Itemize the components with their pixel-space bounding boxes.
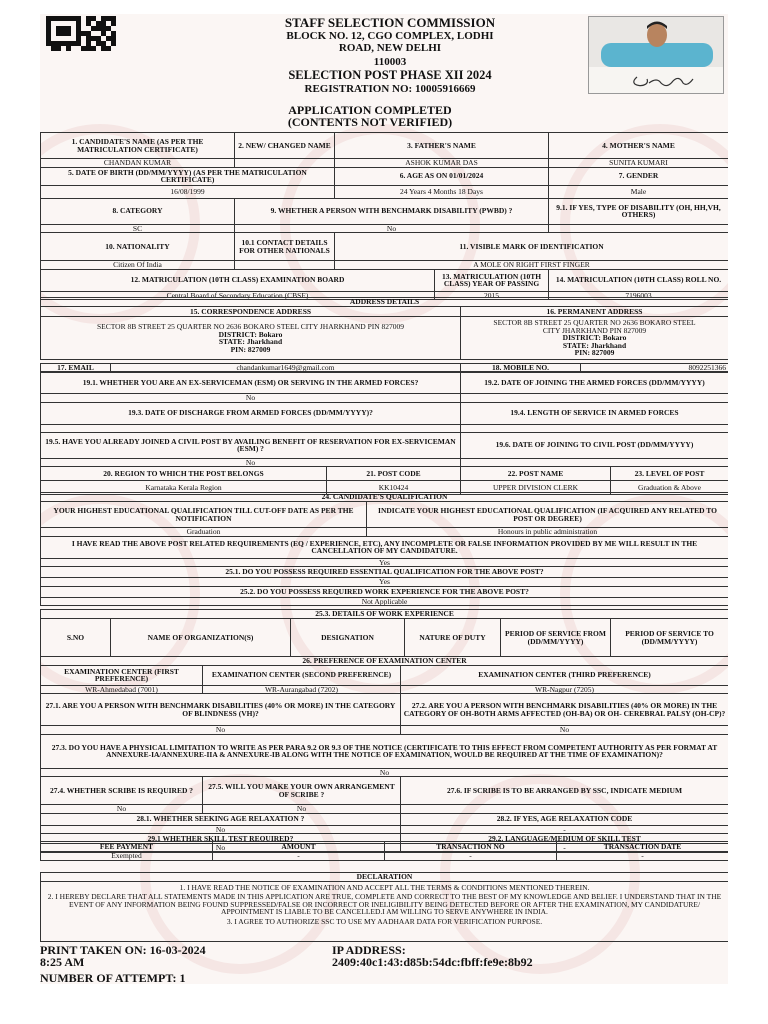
label-identification-mark: 11. VISIBLE MARK OF IDENTIFICATION xyxy=(335,233,729,261)
print-footer xyxy=(40,944,728,984)
declaration-point-1: 1. I HAVE READ THE NOTICE OF EXAMINATION AND ACCEPT ALL THE TERMS & CONDITIONS MENTIONED THEREIN. xyxy=(179,882,590,892)
value-essential-qualification: Yes xyxy=(41,578,729,587)
value-nationality: Citizen Of India xyxy=(41,261,235,270)
label-other-national-contact: 10.1 CONTACT DETAILS FOR OTHER NATIONALS xyxy=(235,233,335,261)
org-name: STAFF SELECTION COMMISSION xyxy=(284,15,496,30)
value-other-national-contact xyxy=(235,261,335,270)
work-col-nature: NATURE OF DUTY xyxy=(405,619,501,657)
value-scribe-required: No xyxy=(41,805,203,814)
corr-pin: PIN: 827009 xyxy=(230,344,271,354)
personal-details-table xyxy=(40,132,728,300)
work-section-title: 25.3. DETAILS OF WORK EXPERIENCE xyxy=(41,610,729,619)
label-centre-third: EXAMINATION CENTER (THIRD PREFERENCE) xyxy=(401,665,729,685)
label-father-name: 3. FATHER'S NAME xyxy=(335,133,549,159)
label-amount: AMOUNT xyxy=(213,842,385,852)
label-correspondence-address: 15. CORRESPONDENCE ADDRESS xyxy=(41,307,461,317)
label-age-relaxation-code: 28.2. IF YES, AGE RELAXATION CODE xyxy=(401,813,729,825)
value-gender: Male xyxy=(549,185,729,198)
label-permanent-address: 16. PERMANENT ADDRESS xyxy=(461,307,729,317)
value-requirements-declaration: Yes xyxy=(41,558,729,567)
value-centre-third: WR-Nagpur (7205) xyxy=(401,685,729,694)
perm-address-line: SECTOR 8B STREET 25 QUARTER NO 2636 BOKARO STEEL CITY JHARKHAND PIN 827009 xyxy=(493,318,696,335)
corr-state: STATE: Jharkhand xyxy=(218,337,283,346)
value-age-relaxation-code: - xyxy=(401,825,729,834)
label-pwbd-oh: 27.2. ARE YOU A PERSON WITH BENCHMARK DISABILITIES (40% OR MORE) IN THE CATEGORY OF OH-BOTH ARMS AFFECTED (OH-BA) OR OH- CEREBRAL PALSY (OH-CP)? xyxy=(401,694,729,726)
value-age-relaxation: No xyxy=(41,825,401,834)
work-experience-table xyxy=(40,609,728,657)
value-email: chandankumar1649@gmail.com xyxy=(111,364,461,373)
label-fee-payment: FEE PAYMENT xyxy=(41,842,213,852)
qr-code-icon xyxy=(46,16,116,54)
label-mother-name: 4. MOTHER'S NAME xyxy=(549,133,729,159)
value-region: Karnataka Kerala Region xyxy=(41,481,327,495)
value-own-scribe: No xyxy=(203,805,401,814)
value-transaction-date: - xyxy=(557,852,729,861)
value-civil-post-joining xyxy=(461,458,729,467)
value-physical-limitation: No xyxy=(41,768,729,777)
label-region: 20. REGION TO WHICH THE POST BELONGS xyxy=(41,467,327,481)
value-identification-mark: A MOLE ON RIGHT FIRST FINGER xyxy=(335,261,729,270)
value-post-level: Graduation & Above xyxy=(611,481,729,495)
value-fee-payment: Exempted xyxy=(41,852,213,861)
label-transaction-no: TRANSACTION NO xyxy=(385,842,557,852)
value-armed-forces-joining xyxy=(461,394,729,403)
corr-address-line: SECTOR 8B STREET 25 QUARTER NO 2636 BOKARO STEEL CITY JHARKHAND PIN 827009 xyxy=(96,322,405,331)
value-pwbd-blindness: No xyxy=(41,726,401,735)
value-work-experience: Not Applicable xyxy=(41,597,729,606)
print-time: 8:25 AM xyxy=(40,955,85,969)
declaration-table xyxy=(40,872,728,942)
value-dob: 16/08/1999 xyxy=(41,185,335,198)
perm-pin: PIN: 827009 xyxy=(574,348,615,358)
label-armed-forces-joining: 19.2. DATE OF JOINING THE ARMED FORCES (DD/MM/YYYY) xyxy=(461,372,729,394)
label-own-scribe: 27.5. WILL YOU MAKE YOUR OWN ARRANGEMENT OF SCRIBE ? xyxy=(203,777,401,805)
label-civil-post-esm: 19.5. HAVE YOU ALREADY JOINED A CIVIL POST BY AVAILING BENEFIT OF RESERVATION FOR EX-SERVICEMAN (ESM) ? xyxy=(41,432,461,458)
address-table xyxy=(40,297,728,360)
value-mobile: 8092251366 xyxy=(581,364,729,373)
label-related-qualification: INDICATE YOUR HIGHEST EDUCATIONAL QUALIFICATION (IF ACQUIRED ANY RELATED TO POST OR DEGREE) xyxy=(367,502,729,528)
application-status xyxy=(190,104,550,128)
declaration-title: DECLARATION xyxy=(41,873,729,882)
work-col-designation: DESIGNATION xyxy=(291,619,405,657)
exam-centre-table xyxy=(40,656,728,853)
value-matric-board: Central Board of Secondary Education (CBSE) xyxy=(41,291,435,300)
label-work-experience: 25.2. DO YOU POSSESS REQUIRED WORK EXPERIENCE FOR THE ABOVE POST? xyxy=(41,586,729,597)
value-disability-type xyxy=(549,224,729,233)
label-civil-post-joining: 19.6. DATE OF JOINING TO CIVIL POST (DD/MM/YYYY) xyxy=(461,432,729,458)
qr-module xyxy=(111,46,116,51)
label-physical-limitation: 27.3. DO YOU HAVE A PHYSICAL LIMITATION TO WRITE AS PER PARA 9.2 OR 9.3 OF THE NOTICE (CERTIFICATE TO THIS EFFECT FROM COMPETENT AUTHORITY AS PER FORMAT AT ANNEXURE-IA/ANNEXURE-IIA & ANNEXURE-IB ALONG WITH THE NOTICE OF EXAMINATION, WOULD BE REQUIRED AT THE TIME OF EXAMINATION)? xyxy=(41,734,729,768)
value-post-name: UPPER DIVISION CLERK xyxy=(461,481,611,495)
label-esm: 19.1. WHETHER YOU ARE AN EX-SERVICEMAN (ESM) OR SERVING IN THE ARMED FORCES? xyxy=(41,372,461,394)
label-skill-test-medium: 29.2. LANGUAGE/MEDIUM OF SKILL TEST xyxy=(401,834,729,844)
label-scribe-medium: 27.6. IF SCRIBE IS TO BE ARRANGED BY SSC, INDICATE MEDIUM xyxy=(401,777,729,805)
value-service-length xyxy=(461,424,729,432)
value-transaction-no: - xyxy=(385,852,557,861)
label-candidate-name: 1. CANDIDATE'S NAME (AS PER THE MATRICULATION CERTIFICATE) xyxy=(41,133,235,159)
attempt-count: NUMBER OF ATTEMPT: 1 xyxy=(40,971,186,984)
label-skill-test: 29.1 WHETHER SKILL TEST REQUIRED? xyxy=(41,834,401,844)
label-gender: 7. GENDER xyxy=(549,167,729,185)
form-header xyxy=(40,14,728,98)
work-col-from: PERIOD OF SERVICE FROM (DD/MM/YYYY) xyxy=(501,619,611,657)
work-col-sno: S.NO xyxy=(41,619,111,657)
label-mobile: 18. MOBILE NO. xyxy=(461,364,581,373)
label-pwbd: 9. WHETHER A PERSON WITH BENCHMARK DISABILITY (PWBD) ? xyxy=(235,198,549,224)
label-new-name: 2. NEW/ CHANGED NAME xyxy=(235,133,335,159)
registration-number: REGISTRATION NO: 10005916669 xyxy=(304,83,476,95)
label-centre-second: EXAMINATION CENTER (SECOND PREFERENCE) xyxy=(203,665,401,685)
label-nationality: 10. NATIONALITY xyxy=(41,233,235,261)
exam-title: SELECTION POST PHASE XII 2024 xyxy=(288,68,492,82)
address-section-title: ADDRESS DETAILS xyxy=(41,298,729,307)
label-transaction-date: TRANSACTION DATE xyxy=(557,842,729,852)
label-email: 17. EMAIL xyxy=(41,364,111,373)
label-service-length: 19.4. LENGTH OF SERVICE IN ARMED FORCES xyxy=(461,402,729,424)
value-centre-first: WR-Ahmedabad (7001) xyxy=(41,685,203,694)
label-scribe-required: 27.4. WHETHER SCRIBE IS REQUIRED ? xyxy=(41,777,203,805)
value-centre-second: WR-Aurangabad (7202) xyxy=(203,685,401,694)
declaration-point-2: 2. I HEREBY DECLARE THAT ALL STATEMENTS MADE IN THIS APPLICATION ARE TRUE, COMPLETE AND CORRECT TO THE BEST OF MY KNOWLEDGE AND BELIEF. I UNDERSTAND THAT IN THE EVENT OF ANY INFORMATION BEING FOUND SUPPRESSED/FALSE OR INCORRECT OR INELIGIBILITY BEING DETECTED BEFORE OR AFTER THE EXAMINATION, MY CANDIDATURE/ APPOINTMENT IS LIABLE TO BE CANCELLED.I AM WILLING TO SERVE ANYWHERE IN INDIA. xyxy=(47,892,722,916)
value-post-code: KK10424 xyxy=(327,481,461,495)
label-essential-qualification: 25.1. DO YOU POSSESS REQUIRED ESSENTIAL QUALIFICATION FOR THE ABOVE POST? xyxy=(41,567,729,578)
qualification-table xyxy=(40,492,728,606)
org-address-line-2: ROAD, NEW DELHI xyxy=(338,42,442,54)
label-age: 6. AGE AS ON 01/01/2024 xyxy=(335,167,549,185)
label-post-level: 23. LEVEL OF POST xyxy=(611,467,729,481)
candidate-photo xyxy=(588,16,724,94)
qualification-section-title: 24. CANDIDATE'S QUALIFICATION xyxy=(41,493,729,502)
work-col-organization: NAME OF ORGANIZATION(S) xyxy=(111,619,291,657)
label-centre-first: EXAMINATION CENTER (FIRST PREFERENCE) xyxy=(41,665,203,685)
label-requirements-declaration: I HAVE READ THE ABOVE POST RELATED REQUIREMENTS (EQ / EXPERIENCE, ETC), ANY INCOMPLETE OR FALSE INFORMATION PROVIDED BY ME WILL RESULT IN THE CANCELLATION OF MY CANDIDATURE. xyxy=(41,536,729,558)
fee-table xyxy=(40,841,728,861)
org-pin: 110003 xyxy=(373,56,407,68)
declaration-body xyxy=(41,881,729,941)
value-matric-year: 2015 xyxy=(435,291,549,300)
value-related-qualification: Honours in public administration xyxy=(367,528,729,537)
label-matric-roll: 14. MATRICULATION (10TH CLASS) ROLL NO. xyxy=(549,269,729,291)
label-post-code: 21. POST CODE xyxy=(327,467,461,481)
value-new-name xyxy=(235,159,335,168)
ip-address-label: IP ADDRESS: xyxy=(332,943,406,957)
label-category: 8. CATEGORY xyxy=(41,198,235,224)
value-candidate-name: CHANDAN KUMAR xyxy=(41,159,235,168)
centre-section-title: 26. PREFERENCE OF EXAMINATION CENTER xyxy=(41,657,729,666)
exserviceman-table xyxy=(40,371,728,495)
perm-district: DISTRICT: Bokaro xyxy=(562,333,627,343)
label-highest-qualification: YOUR HIGHEST EDUCATIONAL QUALIFICATION TILL CUT-OFF DATE AS PER THE NOTIFICATION xyxy=(41,502,367,528)
value-scribe-medium xyxy=(401,805,729,814)
work-col-to: PERIOD OF SERVICE TO (DD/MM/YYYY) xyxy=(611,619,729,657)
value-matric-roll: 7196003 xyxy=(549,291,729,300)
value-pwbd-oh: No xyxy=(401,726,729,735)
label-disability-type: 9.1. IF YES, TYPE OF DISABILITY (OH, HH,VH, OTHERS) xyxy=(549,198,729,224)
status-line-2: (CONTENTS NOT VERIFIED) xyxy=(287,115,453,129)
value-civil-post-esm: No xyxy=(41,458,461,467)
label-matric-board: 12. MATRICULATION (10TH CLASS) EXAMINATION BOARD xyxy=(41,269,435,291)
corr-district: DISTRICT: Bokaro xyxy=(218,329,283,339)
value-pwbd: No xyxy=(235,224,549,233)
value-correspondence-address xyxy=(41,317,461,360)
label-matric-year: 13. MATRICULATION (10TH CLASS) YEAR OF PASSING xyxy=(435,269,549,291)
value-skill-test-medium: - xyxy=(401,844,729,853)
value-esm: No xyxy=(41,394,461,403)
label-dob: 5. DATE OF BIRTH (DD/MM/YYYY) (AS PER THE MATRICULATION CERTIFICATE) xyxy=(41,167,335,185)
print-date: PRINT TAKEN ON: 16-03-2024 xyxy=(40,943,206,957)
label-age-relaxation: 28.1. WHETHER SEEKING AGE RELAXATION ? xyxy=(41,813,401,825)
value-father-name: ASHOK KUMAR DAS xyxy=(335,159,549,168)
value-highest-qualification: Graduation xyxy=(41,528,367,537)
label-pwbd-blindness: 27.1. ARE YOU A PERSON WITH BENCHMARK DISABILITIES (40% OR MORE) IN THE CATEGORY OF BLINDNESS (VH)? xyxy=(41,694,401,726)
value-skill-test: No xyxy=(41,844,401,853)
status-line-1: APPLICATION COMPLETED xyxy=(288,103,452,117)
value-permanent-address xyxy=(461,317,729,360)
value-mother-name: SUNITA KUMARI xyxy=(549,159,729,168)
org-address-line-1: BLOCK NO. 12, CGO COMPLEX, LODHI xyxy=(286,30,494,42)
value-category: SC xyxy=(41,224,235,233)
declaration-point-3: 3. I AGREE TO AUTHORIZE SSC TO USE MY AADHAAR DATA FOR VERIFICATION PURPOSE. xyxy=(226,916,543,926)
label-post-name: 22. POST NAME xyxy=(461,467,611,481)
value-discharge-date xyxy=(41,424,461,432)
application-form xyxy=(40,14,728,984)
perm-state: STATE: Jharkhand xyxy=(562,340,627,350)
label-discharge-date: 19.3. DATE OF DISCHARGE FROM ARMED FORCES (DD/MM/YYYY)? xyxy=(41,402,461,424)
value-age: 24 Years 4 Months 18 Days xyxy=(335,185,549,198)
value-amount: - xyxy=(213,852,385,861)
ip-address-value: 2409:40c1:43:d85b:54dc:fbff:fe9e:8b92 xyxy=(332,955,533,969)
photo-image xyxy=(589,17,724,94)
